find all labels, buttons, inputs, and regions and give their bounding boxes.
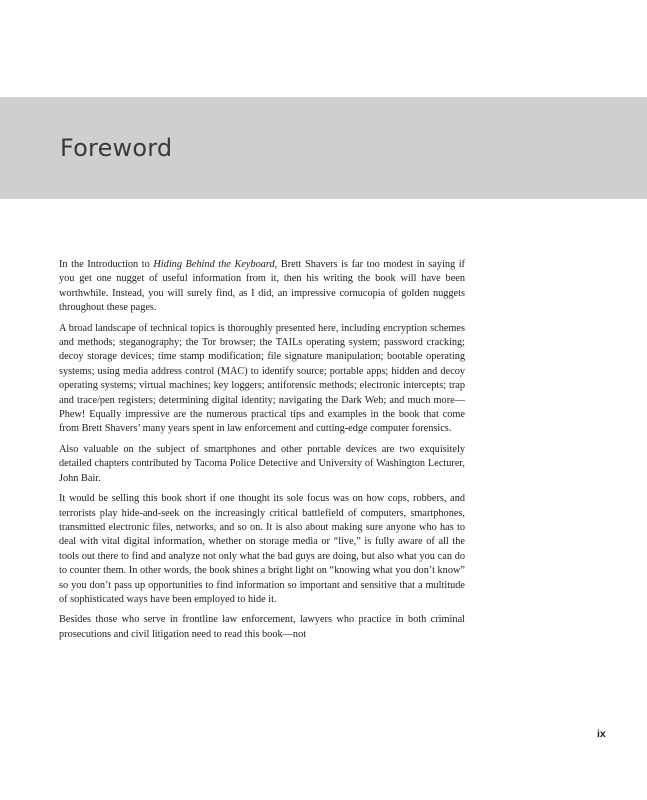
paragraph-audience: Besides those who serve in frontline law enforcement, lawyers who practice in both criminal prosecutions and civil litigation need to read this book—not bbox=[59, 614, 465, 640]
paragraph-introduction bbox=[59, 258, 465, 316]
paragraph-introduction-lead: In the Introduction to bbox=[59, 259, 154, 270]
book-title: Hiding Behind the Keyboard, bbox=[153, 259, 278, 270]
paragraph-smartphones: Also valuable on the subject of smartphones and other portable devices are two exquisitely detailed chapters contributed by Tacoma Police Detective and University of Washington Lecturer, John Bair. bbox=[59, 443, 465, 484]
paragraph-introduction-rest: Brett Shavers is far too modest in saying if you get one nugget of useful information from it, then his writing the book will have been worthwhile. Instead, you will surely find, as I did, an impressive cornucopia of golden nuggets throughout these pages. bbox=[59, 259, 465, 314]
paragraph-topics: A broad landscape of technical topics is thoroughly presented here, including encryption schemes and methods; steganography; the Tor browser; the TAILs operating system; password cracking; decoy storage devices; time stamp modification; file signature manipulation; bootable operating systems; using media address control (MAC) to identify source; portable apps; hidden and decoy operating systems; virtual machines; key loggers; antiforensic methods; electronic intercepts; trap and trace/pen registers; determining digital identity; navigating the Dark Web; and much more—Phew! Equally impressive are the numerous practical tips and examples in the book that come from Brett Shavers’ many years spent in law enforcement and cutting-edge computer forensics. bbox=[59, 322, 465, 435]
page-number: ix bbox=[597, 728, 606, 740]
chapter-title: Foreword bbox=[60, 134, 173, 162]
foreword-body bbox=[59, 258, 465, 648]
paragraph-focus: It would be selling this book short if one thought its sole focus was on how cops, robbers, and terrorists play hide-and-seek on the increasingly critical battlefield of computers, smartphones, transmitted electronic files, networks, and so on. It is also about making sure anyone who has to deal with vital digital information, whether on storage media or “live,” is fully aware of all the tools out there to find and analyze not only what the bad guys are doing, but also what you can do to counter them. In other words, the book shines a bright light on “knowing what you don’t know” so you don’t pass up opportunities to find information so important and sensitive that a multitude of sophisticated ways have been employed to hide it. bbox=[59, 493, 465, 605]
